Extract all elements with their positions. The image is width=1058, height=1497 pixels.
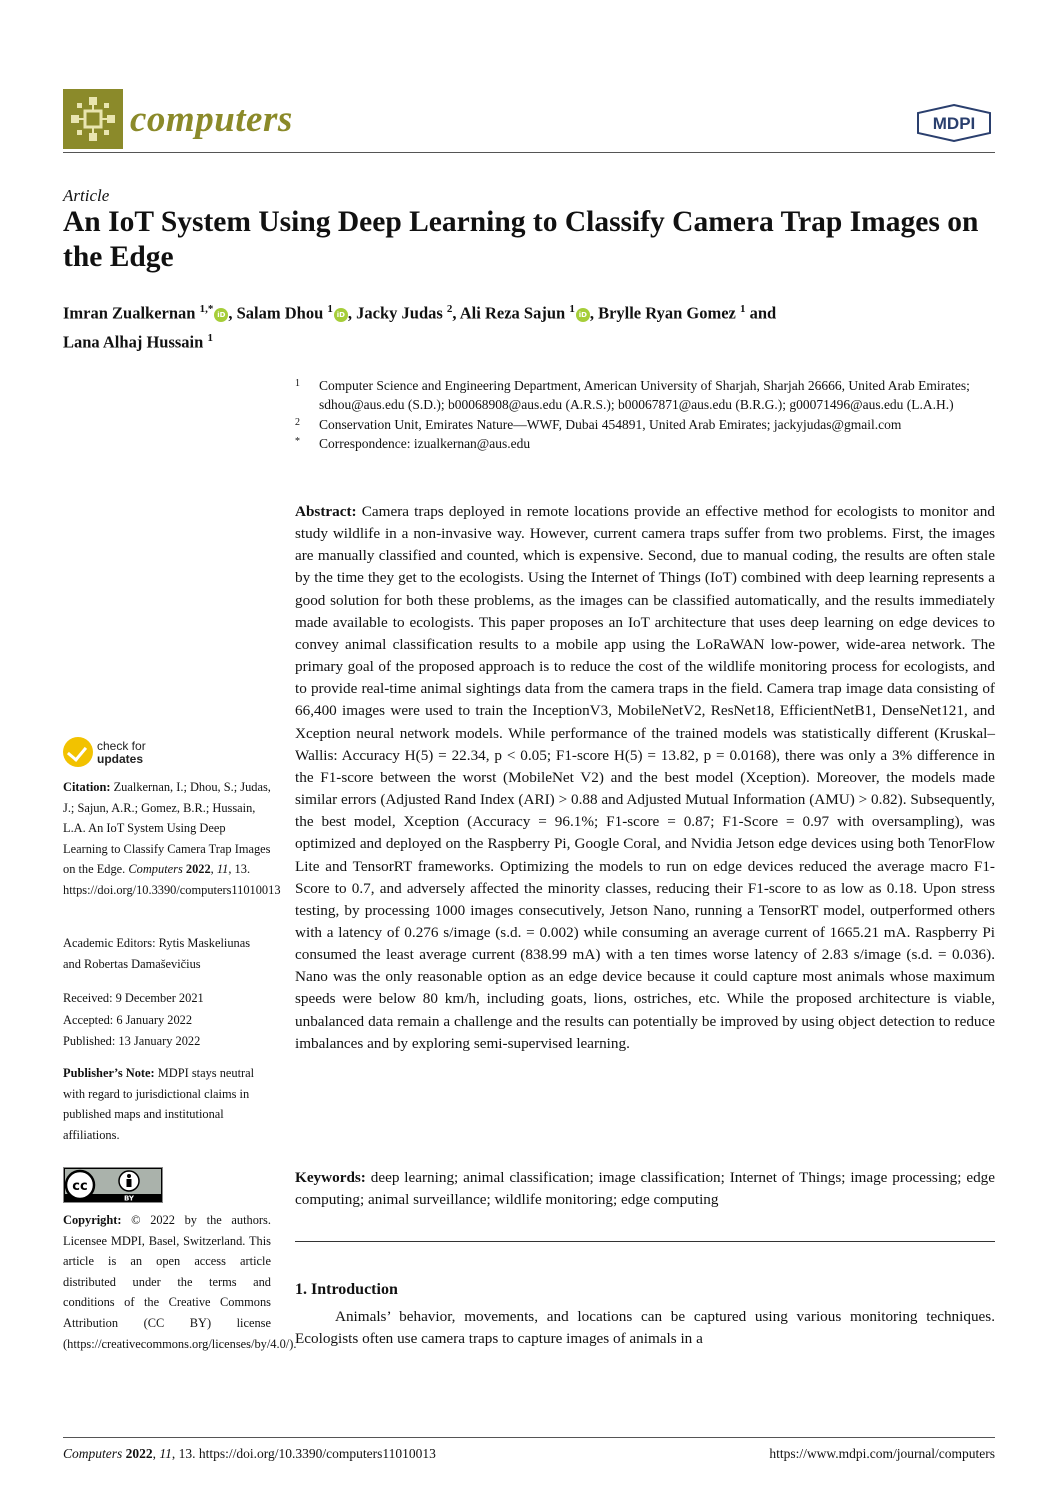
publisher-note-text: MDPI stays neutral with regard to jurisdictional claims in published maps and institutional affiliations.	[63, 1066, 255, 1142]
journal-logo-icon	[63, 89, 123, 149]
citation-doi-link[interactable]: , 13. https://doi.org/10.3390/computers11010013	[63, 862, 281, 897]
author-affil-mark: 2	[446, 303, 453, 315]
author-affil-mark: 1,*	[199, 303, 214, 315]
footer-rule	[63, 1437, 995, 1438]
section-heading: 1. Introduction	[295, 1281, 398, 1298]
footer-citation: Computers 2022, 11, 13. https://doi.org/10.3390/computers11010013	[63, 1446, 436, 1461]
author-name[interactable]: Jacky Judas	[356, 303, 443, 323]
orcid-icon[interactable]: iD	[334, 308, 348, 322]
copyright-label: Copyright:	[63, 1213, 122, 1227]
affiliation-text: Conservation Unit, Emirates Nature—WWF, Dubai 454891, United Arab Emirates; jackyjudas@gmail.com	[319, 416, 902, 432]
author-affil-mark: 1	[740, 303, 746, 315]
section-divider	[295, 1241, 995, 1242]
footer-journal-url[interactable]: https://www.mdpi.com/journal/computers	[769, 1446, 995, 1461]
affiliation	[295, 415, 995, 434]
orcid-icon[interactable]: iD	[214, 308, 228, 322]
affiliation-mark: 1	[295, 378, 300, 389]
citation-year: 2022	[185, 862, 211, 877]
footer-volume: 11	[159, 1446, 172, 1461]
abstract-label: Abstract:	[295, 503, 357, 520]
citation-volume: 11	[216, 862, 229, 877]
affiliation	[295, 376, 995, 415]
keywords	[295, 1167, 995, 1211]
author-name[interactable]: Imran Zualkernan	[63, 303, 196, 323]
section-paragraph: Animals’ behavior, movements, and locations can be captured using various monitoring techniques. Ecologists often use camera traps to capture images of animals in a	[295, 1308, 995, 1348]
check-updates-icon	[63, 737, 93, 767]
affiliation-mark: 2	[295, 416, 300, 428]
svg-text:cc: cc	[72, 1179, 88, 1194]
citation-block: Citation: Zualkernan, I.; Dhou, S.; Judas, J.; Sajun, A.R.; Gomez, B.R.; Hussain, L.A. An IoT System Using Deep Learning to Classify Camera Trap Images on the Edge. Computers 2022, 11, 13. https://doi.org/10.3390/computers11010013	[63, 780, 281, 897]
check-for-updates-button[interactable]	[63, 737, 183, 771]
footer-journal: Computers	[63, 1446, 123, 1461]
header-rule	[63, 152, 995, 153]
author-list: Imran Zualkernan $^{1,*}$ iD , Salam Dhou $^1$ iD , Jacky Judas $^2$, Ali Reza Sajun $^1$ iD , Brylle Ryan Gomez $^1$ and Lana Alhaj Hussain $^1$	[63, 303, 777, 351]
citation-text: Zualkernan, I.; Dhou, S.; Judas, J.; Sajun, A.R.; Gomez, B.R.; Hussain, L.A. An IoT System Using Deep Learning to Classify Camera Trap Images on the Edge.	[63, 780, 271, 877]
affiliation	[295, 434, 995, 453]
article-title: An IoT System Using Deep Learning to Classify Camera Trap Images on the Edge	[63, 206, 979, 273]
abstract-text: Camera traps deployed in remote locations provide an effective method for ecologists to monitor and study wildlife in a non-invasive way. However, current camera traps suffer from two problems. First, the images are manually classified and counted, which is expensive. Second, due to manual coding, the results are often stale by the time they get to the ecologists. Using the Internet of Things (IoT) combined with deep learning represents a good solution for both these problems, as the images can be classified automatically, and the results immediately made available to ecologists. This paper proposes an IoT architecture that uses deep learning on edge devices to convey animal classification results to a mobile app using the LoRaWAN low-power, wide-area network. The primary goal of the proposed approach is to reduce the cost of the wildlife monitoring process for ecologists, and to provide real-time animal sightings data from the camera traps in the field. Camera trap image data consisting of 66,400 images were used to train the InceptionV3, MobileNetV2, ResNet18, EfficientNetB1, DenseNet121, and Xception neural network models. While performance of the trained models was statistically different (Kruskal–Wallis: Accuracy H(5) = 22.34, p < 0.05; F1-score H(5) = 13.82, p = 0.0168), there was only a 3% difference in the F1-score between the worst (MobileNet V2) and the best model (Xception). Moreover, the models made similar errors (Adjusted Rand Index (ARI) > 0.88 and Adjusted Mutual Information (AMU) > 0.82). Subsequently, the best model, Xception (Accuracy = 96.1%; F1-score = 0.87; F1-Score = 0.97 with oversampling), was optimized and deployed on the Raspberry Pi, Google Coral, and Nvidia Jetson edge devices using both TenorFlow Lite and TensorRT frameworks. Optimizing the models to run on edge devices reduced the average macro F1-Score to 0.7, and adversely affected the minority classes, reducing their F1-score to as low as 0.18. Upon stress testing, by processing 1000 images consecutively, Jetson Nano, running a TensorRT model, outperformed others with a latency of 0.276 s/image (s.d. = 0.002) while consuming an average current of 1665.21 mA. Raspberry Pi consumed the least average current (838.99 mA) with a ten times worse latency of 2.83 s/image (s.d. = 0.036). Nano was the only reasonable option as an edge device because it could capture most animals whose maximum speeds were below 80 km/h, including goats, lions, ostriches, etc. While the proposed architecture is viable, unbalanced data remain a challenge and the results can potentially be improved by using object detection to reduce imbalances and by exploring semi-supervised learning.	[295, 503, 995, 1052]
cc-by-license-icon[interactable]	[63, 1167, 163, 1203]
author-name[interactable]: Ali Reza Sajun	[459, 303, 566, 323]
published-date: Published: 13 January 2022	[63, 1034, 201, 1048]
abstract	[295, 501, 995, 1055]
author-name[interactable]: Salam Dhou	[236, 303, 324, 323]
accepted-date: Accepted: 6 January 2022	[63, 1013, 193, 1027]
orcid-icon[interactable]: iD	[576, 308, 590, 322]
footer-doi-link[interactable]: , 13. https://doi.org/10.3390/computers11010013	[171, 1446, 436, 1461]
mdpi-logo-icon	[916, 104, 992, 142]
received-date: Received: 9 December 2021	[63, 991, 204, 1005]
copyright-block	[63, 1210, 297, 1354]
mdpi-logo-text: MDPI	[932, 114, 976, 133]
citation-journal: Computers	[128, 862, 183, 877]
author-name[interactable]: Brylle Ryan Gomez	[598, 303, 736, 323]
citation-label: Citation:	[63, 780, 111, 794]
keywords-label: Keywords:	[295, 1169, 366, 1186]
check-updates-label-bold: updates	[97, 752, 144, 766]
author-affil-mark: 1	[207, 331, 213, 344]
affiliation-text: Computer Science and Engineering Department, American University of Sharjah, Sharjah 26666, United Arab Emirates; sdhou@aus.edu (S.D.); b00068908@aus.edu (A.R.S.); b00067871@aus.edu (B.R.G.); g00071496@aus.edu (L.A.H.)	[319, 378, 970, 413]
affiliation-mark: *	[295, 436, 300, 448]
footer-year: 2022	[125, 1446, 153, 1461]
copyright-text: © 2022 by the authors. Licensee MDPI, Basel, Switzerland. This article is an open access article distributed under the terms and conditions of the Creative Commons Attribution (CC BY) license (https://creativecommons.org/licenses/by/4.0/).	[63, 1213, 297, 1351]
keywords-text: deep learning; animal classification; image classification; Internet of Things; image processing; edge computing; animal surveillance; wildlife monitoring; edge computing	[295, 1169, 996, 1209]
publisher-note	[63, 1063, 271, 1145]
journal-name: computers	[130, 99, 293, 140]
publisher-note-label: Publisher’s Note:	[63, 1066, 155, 1080]
affiliations	[295, 376, 995, 454]
check-updates-label: check for	[97, 739, 146, 753]
author-affil-mark: 1	[327, 303, 333, 315]
article-type: Article	[63, 186, 110, 205]
correspondence-text: Correspondence: izualkernan@aus.edu	[319, 436, 531, 452]
academic-editors: Academic Editors: Rytis Maskeliunas and Robertas Damaševičius	[63, 936, 251, 971]
author-name[interactable]: Lana Alhaj Hussain	[63, 332, 204, 351]
author-affil-mark: 1	[569, 303, 575, 315]
cc-by-badge-text: BY	[123, 1194, 135, 1203]
